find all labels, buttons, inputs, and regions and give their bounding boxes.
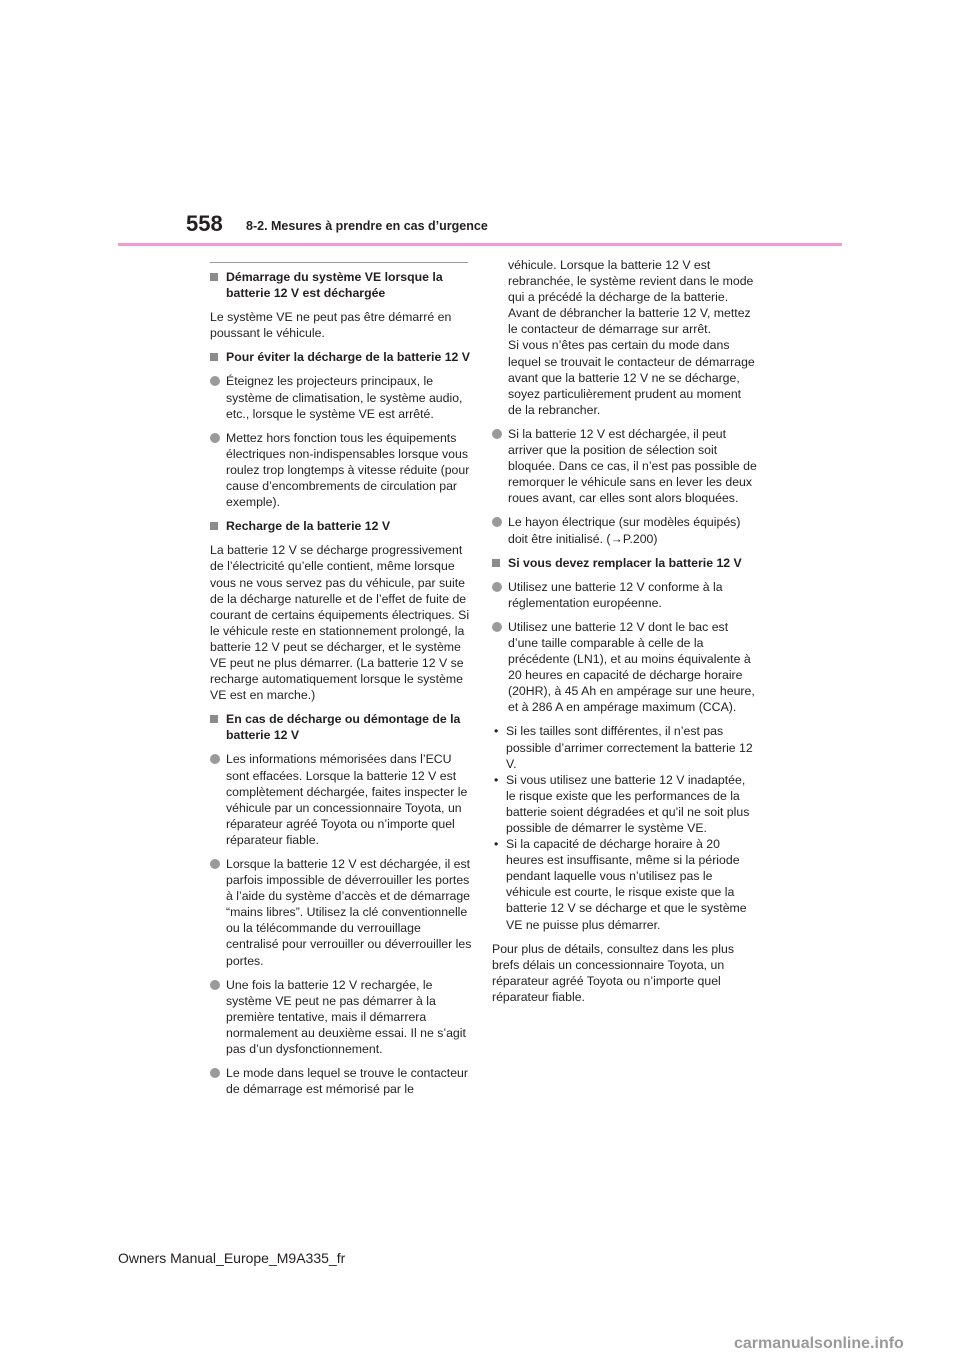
heading-text: En cas de décharge ou démontage de la batterie 12 V <box>226 712 461 743</box>
circle-bullet-icon <box>492 622 502 632</box>
bullet-item <box>210 430 472 510</box>
bullet-text: Utilisez une batterie 12 V conforme à la réglementation européenne. <box>508 579 723 610</box>
page-reference-link[interactable]: P.200) <box>622 531 658 546</box>
sub-bullet-mark: • <box>494 724 499 739</box>
section-heading <box>210 269 472 301</box>
bullet-text: Si vous n’êtes pas certain du mode dans lequel se trouvait le contacteur de démarrage avant que la batterie 12 V ne se décharge, soyez particulièrement prudent au moment de la rebrancher. <box>508 338 755 417</box>
arrow-right-icon: → <box>610 531 623 546</box>
square-bullet-icon <box>210 522 218 530</box>
bullet-text: Le mode dans lequel se trouve le contacteur de démarrage est mémorisé par le <box>226 1066 468 1097</box>
footer-doc-id: Owners Manual_Europe_M9A335_fr <box>118 1250 346 1266</box>
column-top-rule <box>210 262 468 263</box>
bullet-item <box>210 977 472 1057</box>
paragraph: Le système VE ne peut pas être démarré en poussant le véhicule. <box>210 310 452 341</box>
heading-text: Si vous devez remplacer la batterie 12 V <box>508 555 742 570</box>
sub-list <box>492 723 758 932</box>
bullet-text: Utilisez une batterie 12 V dont le bac est d’une taille comparable à celle de la précédente (LN1), et au moins équivalente à 20 heures en capacité de décharge horaire (20HR), à 45 Ah en ampérage sur une heure, et à 286 A en ampérage maximum (CCA). <box>508 619 755 715</box>
section-title: 8-2. Mesures à prendre en cas d’urgence <box>246 219 488 233</box>
section-heading <box>210 518 472 534</box>
watermark: carmanualsonline.info <box>734 1335 904 1352</box>
left-column <box>210 269 472 1105</box>
section-heading <box>492 555 758 571</box>
circle-bullet-icon <box>492 517 502 527</box>
bullet-item <box>492 514 758 546</box>
bullet-text: Mettez hors fonction tous les équipements électriques non-indispensables lorsque vous roulez trop longtemps à vitesse réduite (pour cause d’encombrements de circulation par exemple). <box>226 430 470 510</box>
header-rule <box>118 243 842 246</box>
bullet-item <box>210 373 472 421</box>
circle-bullet-icon <box>210 859 220 869</box>
square-bullet-icon <box>492 559 500 567</box>
square-bullet-icon <box>210 353 218 361</box>
page-number: 558 <box>186 211 223 236</box>
heading-text: Recharge de la batterie 12 V <box>226 519 391 534</box>
bullet-item <box>210 751 472 848</box>
circle-bullet-icon <box>492 429 502 439</box>
sub-item-text: Si la capacité de décharge horaire à 20 heures est insuffisante, même si la période pendant laquelle vous n’utilisez pas le véhicule est courte, le risque existe que la batterie 12 V se décharge et que le système VE ne puisse plus démarrer. <box>506 837 747 932</box>
bullet-item <box>492 426 758 506</box>
bullet-text: Éteignez les projecteurs principaux, le système de climatisation, le système audio, etc., lorsque le système VE est arrêté. <box>226 374 463 421</box>
bullet-continuation <box>492 257 758 418</box>
bullet-item <box>210 1065 472 1097</box>
sub-bullet-mark: • <box>494 772 499 787</box>
heading-text: Démarrage du système VE lorsque la batterie 12 V est déchargée <box>226 270 443 301</box>
bullet-item <box>492 579 758 611</box>
square-bullet-icon <box>210 273 218 281</box>
bullet-text: Lorsque la batterie 12 V est déchargée, il est parfois impossible de déverrouiller les portes à l’aide du système d’accès et de démarrage “mains libres”. Utilisez la clé conventionnelle ou la télécommande du verrouillage centralisé pour verrouiller ou déverrouiller les portes. <box>226 857 472 968</box>
paragraph: Pour plus de détails, consultez dans les plus brefs délais un concessionnaire Toyota, un réparateur agréé Toyota ou n’importe quel réparateur fiable. <box>492 941 734 1004</box>
paragraph: La batterie 12 V se décharge progressivement de l’électricité qu’elle contient, même lorsque vous ne vous servez pas du véhicule, par suite de la décharge naturelle et de l’effet de fuite de courant de certains équipements électriques. Si le véhicule reste en stationnement prolongé, la batterie 12 V peut se décharger, et le système VE peut ne plus démarrer. (La batterie 12 V se recharge automatiquement lorsque le système VE est en marche.) <box>210 543 470 703</box>
bullet-text: Si la batterie 12 V est déchargée, il peut arriver que la position de sélection soit bloquée. Dans ce cas, il n’est pas possible de remorquer le véhicule sans en lever les deux roues avant, car elles sont alors bloquées. <box>508 426 757 506</box>
heading-text: Pour éviter la décharge de la batterie 12 V <box>226 350 470 365</box>
sub-item <box>492 772 758 836</box>
section-heading <box>210 711 472 743</box>
square-bullet-icon <box>210 715 218 723</box>
sub-item <box>492 836 758 933</box>
sub-item-text: Si les tailles sont différentes, il n’est pas possible d’arrimer correctement la batterie 12 V. <box>506 724 753 771</box>
right-column <box>492 257 758 1013</box>
bullet-text: véhicule. Lorsque la batterie 12 V est rebranchée, le système revient dans le mode qui a précédé la décharge de la batterie. Avant de débrancher la batterie 12 V, mettez le contacteur de démarrage sur arrêt. <box>508 258 754 337</box>
sub-bullet-mark: • <box>494 837 499 852</box>
circle-bullet-icon <box>210 754 220 764</box>
sub-item-text: Si vous utilisez une batterie 12 V inadaptée, le risque existe que les performances de la batterie soient dégradées et qu’il ne soit plus possible de démarrer le système VE. <box>506 772 750 835</box>
circle-bullet-icon <box>492 582 502 592</box>
bullet-item <box>492 619 758 716</box>
bullet-text: Le hayon électrique (sur modèles équipés) doit être initialisé. ( <box>508 515 741 546</box>
sub-item <box>492 723 758 771</box>
bullet-text: Les informations mémorisées dans l’ECU sont effacées. Lorsque la batterie 12 V est complètement déchargée, faites inspecter le véhicule par un concessionnaire Toyota, un réparateur agréé Toyota ou n’importe quel réparateur fiable. <box>226 752 468 847</box>
bullet-text: Une fois la batterie 12 V rechargée, le système VE peut ne pas démarrer à la première tentative, mais il démarrera normalement au deuxième essai. Il ne s’agit pas d’un dysfonctionnement. <box>226 977 466 1057</box>
circle-bullet-icon <box>210 1068 220 1078</box>
circle-bullet-icon <box>210 980 220 990</box>
bullet-item <box>210 856 472 969</box>
circle-bullet-icon <box>210 376 220 386</box>
circle-bullet-icon <box>210 433 220 443</box>
section-heading <box>210 349 472 365</box>
